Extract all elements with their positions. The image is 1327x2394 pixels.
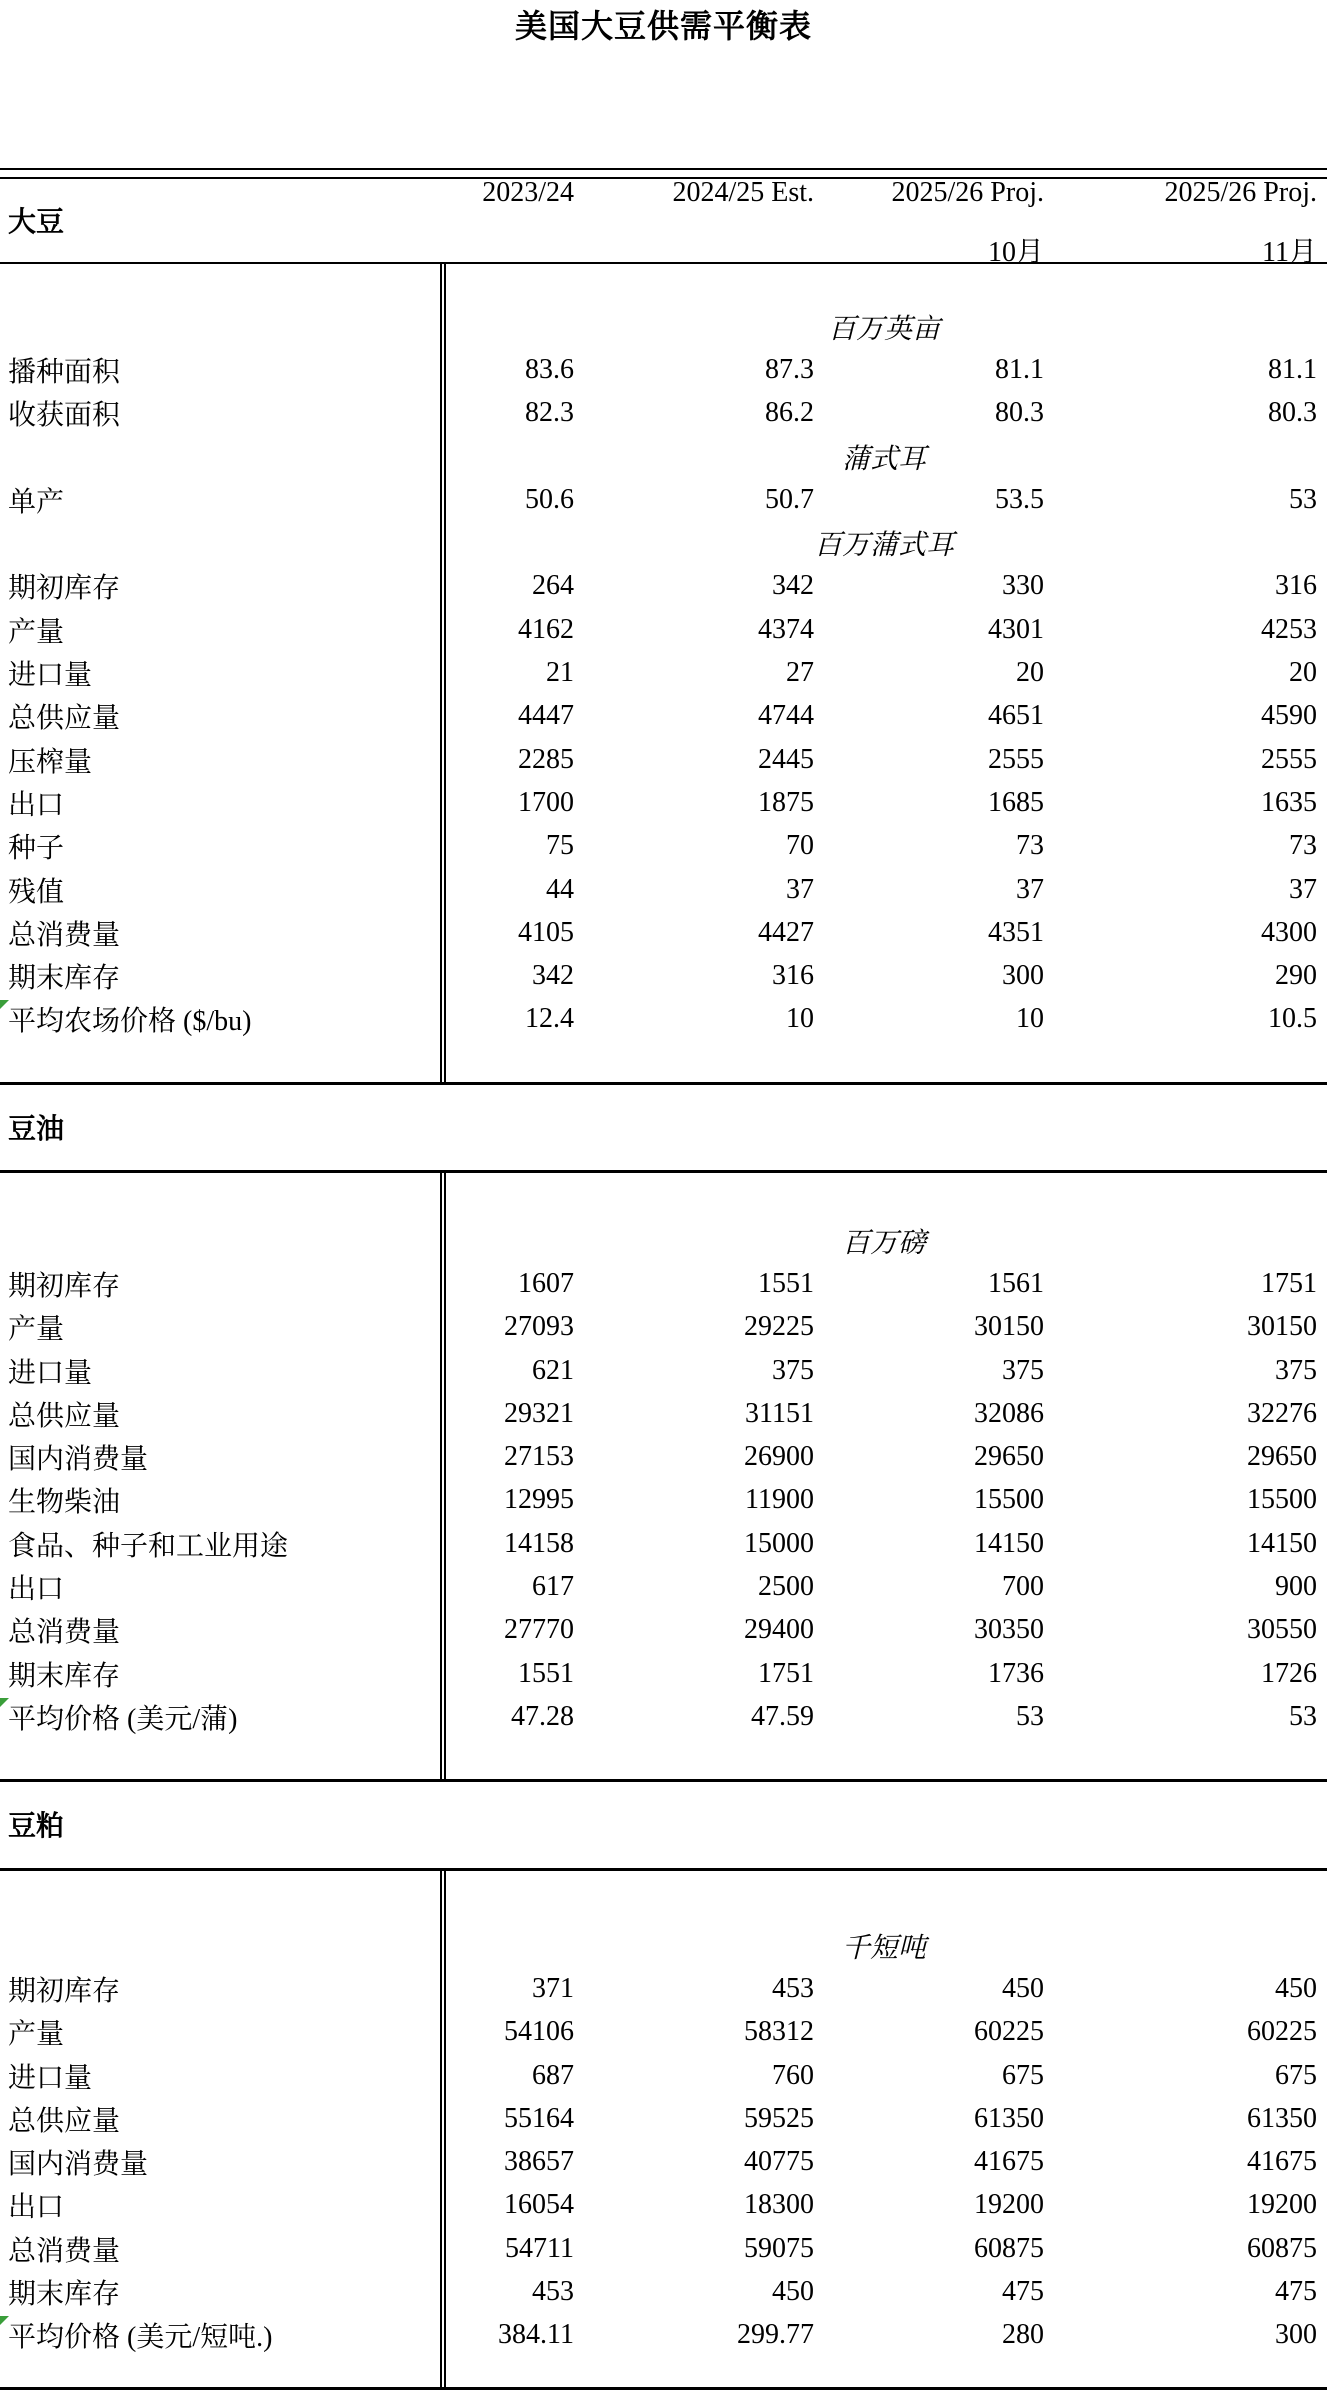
cell-value: 27153 (504, 1441, 574, 1473)
row-label: 出口 (8, 1574, 65, 1606)
cell-value: 20 (1016, 657, 1044, 689)
unit-row (0, 1219, 1327, 1262)
cell-value: 73 (1289, 830, 1317, 862)
row-label: 压榨量 (8, 746, 93, 778)
row-label: 总消费量 (8, 919, 121, 951)
cell-value: 30150 (1247, 1311, 1317, 1343)
cell-value: 20 (1289, 657, 1317, 689)
table-row (0, 1522, 1327, 1565)
row-label: 单产 (8, 486, 65, 518)
table-row (0, 911, 1327, 954)
cell-value: 29650 (1247, 1441, 1317, 1473)
cell-value: 316 (1275, 570, 1317, 602)
section-label-soybean: 大豆 (8, 207, 65, 238)
comment-marker (0, 2316, 9, 2325)
cell-value: 80.3 (995, 397, 1044, 429)
row-label: 总消费量 (8, 1617, 121, 1649)
cell-value: 4427 (758, 916, 814, 948)
month-subheader-row (0, 230, 1327, 268)
cell-value: 700 (1002, 1571, 1044, 1603)
cell-value: 29225 (744, 1311, 814, 1343)
unit-label: 蒲式耳 (841, 443, 926, 475)
cell-value: 21 (546, 657, 574, 689)
cell-value: 1561 (988, 1267, 1044, 1299)
table-row (0, 868, 1327, 911)
cell-value: 342 (532, 960, 574, 992)
cell-value: 12995 (504, 1484, 574, 1516)
section-label-soymeal: 豆粕 (8, 1811, 65, 1842)
row-label: 期初库存 (8, 573, 121, 605)
cell-value: 2555 (988, 743, 1044, 775)
table-row (0, 781, 1327, 824)
table-row (0, 348, 1327, 391)
cell-value: 621 (532, 1354, 574, 1386)
comment-marker (0, 1698, 9, 1707)
cell-value: 900 (1275, 1571, 1317, 1603)
table-row (0, 478, 1327, 521)
table-row (0, 2054, 1327, 2097)
cell-value: 316 (772, 960, 814, 992)
cell-value: 53 (1289, 483, 1317, 515)
section2-bottom-divider (0, 1779, 1327, 1782)
cell-value: 10.5 (1268, 1003, 1317, 1035)
section1-bottom-divider (0, 1082, 1327, 1085)
comment-marker (0, 1000, 9, 1009)
cell-value: 330 (1002, 570, 1044, 602)
table-row (0, 998, 1327, 1041)
cell-value: 29400 (744, 1614, 814, 1646)
unit-label: 百万磅 (841, 1227, 926, 1259)
cell-value: 60225 (974, 2016, 1044, 2048)
table-row (0, 1609, 1327, 1652)
cell-value: 59525 (744, 2102, 814, 2134)
table-row (0, 1349, 1327, 1392)
row-label: 平均价格 (美元/蒲) (0, 1697, 441, 1737)
unit-row (0, 305, 1327, 348)
cell-value: 19200 (1247, 2189, 1317, 2221)
table-row (0, 1262, 1327, 1305)
cell-value: 81.1 (995, 353, 1044, 385)
cell-value: 475 (1002, 2276, 1044, 2308)
cell-value: 14158 (504, 1527, 574, 1559)
cell-value: 1685 (988, 786, 1044, 818)
cell-value: 27093 (504, 1311, 574, 1343)
table-row (0, 1565, 1327, 1608)
cell-value: 4300 (1261, 916, 1317, 948)
unit-label: 百万英亩 (827, 313, 940, 345)
cell-value: 15500 (974, 1484, 1044, 1516)
cell-value: 4351 (988, 916, 1044, 948)
cell-value: 675 (1002, 2059, 1044, 2091)
unit-label: 百万蒲式耳 (813, 530, 954, 562)
cell-value: 29650 (974, 1441, 1044, 1473)
cell-value: 44 (546, 873, 574, 905)
cell-value: 475 (1275, 2276, 1317, 2308)
table-row (0, 2314, 1327, 2357)
cell-value: 60875 (974, 2232, 1044, 2264)
table-row (0, 2270, 1327, 2313)
page-title: 美国大豆供需平衡表 (514, 8, 812, 44)
row-label: 国内消费量 (8, 2149, 149, 2181)
cell-value: 41675 (974, 2146, 1044, 2178)
cell-value: 1551 (518, 1657, 574, 1689)
cell-value: 30550 (1247, 1614, 1317, 1646)
row-label: 产量 (8, 2019, 65, 2051)
cell-value: 300 (1275, 2319, 1317, 2351)
cell-value: 453 (532, 2276, 574, 2308)
row-label: 期末库存 (8, 1660, 121, 1692)
table-row (0, 2184, 1327, 2227)
row-label: 平均农场价格 ($/bu) (0, 999, 441, 1039)
cell-value: 675 (1275, 2059, 1317, 2091)
cell-value: 80.3 (1268, 397, 1317, 429)
cell-value: 31151 (745, 1397, 814, 1429)
cell-value: 37 (1289, 873, 1317, 905)
row-label: 进口量 (8, 1357, 93, 1389)
cell-value: 375 (1275, 1354, 1317, 1386)
row-label: 国内消费量 (8, 1444, 149, 1476)
cell-value: 2555 (1261, 743, 1317, 775)
row-label: 期末库存 (8, 963, 121, 995)
unit-row (0, 435, 1327, 478)
cell-value: 375 (1002, 1354, 1044, 1386)
cell-value: 12.4 (525, 1003, 574, 1035)
cell-value: 290 (1275, 960, 1317, 992)
cell-value: 760 (772, 2059, 814, 2091)
table-row (0, 392, 1327, 435)
row-label: 期初库存 (8, 1270, 121, 1302)
row-label: 平均价格 (美元/短吨.) (0, 2315, 441, 2355)
cell-value: 299.77 (737, 2319, 814, 2351)
cell-value: 27 (786, 657, 814, 689)
cell-value: 60875 (1247, 2232, 1317, 2264)
table-row (0, 1392, 1327, 1435)
table-row (0, 825, 1327, 868)
soyoil-section-rows (0, 1173, 1327, 1779)
cell-value: 75 (546, 830, 574, 862)
cell-value: 30150 (974, 1311, 1044, 1343)
cell-value: 40775 (744, 2146, 814, 2178)
cell-value: 37 (786, 873, 814, 905)
table-row (0, 565, 1327, 608)
year-header: 2025/26 Proj. (891, 177, 1044, 208)
cell-value: 1726 (1261, 1657, 1317, 1689)
year-header: 2024/25 Est. (672, 177, 814, 208)
cell-value: 371 (532, 1972, 574, 2004)
row-label: 产量 (8, 616, 65, 648)
row-label: 残值 (8, 876, 65, 908)
table-row (0, 2227, 1327, 2270)
year-header: 2023/24 (482, 177, 574, 208)
table-row (0, 1695, 1327, 1738)
table-row (0, 2097, 1327, 2140)
cell-value: 47.59 (751, 1700, 814, 1732)
cell-value: 280 (1002, 2319, 1044, 2351)
unit-row (0, 1924, 1327, 1967)
cell-value: 55164 (504, 2102, 574, 2134)
row-label: 总消费量 (8, 2235, 121, 2267)
table-row (0, 651, 1327, 694)
cell-value: 53 (1289, 1700, 1317, 1732)
cell-value: 1700 (518, 786, 574, 818)
cell-value: 86.2 (765, 397, 814, 429)
row-label: 生物柴油 (8, 1487, 121, 1519)
cell-value: 59075 (744, 2232, 814, 2264)
unit-row (0, 521, 1327, 564)
cell-value: 54711 (505, 2232, 574, 2264)
unit-label: 千短吨 (841, 1932, 926, 1964)
row-label: 种子 (8, 833, 65, 865)
cell-value: 4105 (518, 916, 574, 948)
cell-value: 50.7 (765, 483, 814, 515)
section-label-soyoil: 豆油 (8, 1114, 65, 1145)
cell-value: 450 (1275, 1972, 1317, 2004)
cell-value: 2500 (758, 1571, 814, 1603)
table-row (0, 2011, 1327, 2054)
cell-value: 10 (786, 1003, 814, 1035)
table-row (0, 954, 1327, 997)
cell-value: 10 (1016, 1003, 1044, 1035)
year-header: 2025/26 Proj. (1164, 177, 1317, 208)
cell-value: 70 (786, 830, 814, 862)
cell-value: 38657 (504, 2146, 574, 2178)
row-label: 出口 (8, 2192, 65, 2224)
cell-value: 342 (772, 570, 814, 602)
cell-value: 61350 (974, 2102, 1044, 2134)
table-row (0, 695, 1327, 738)
row-label: 总供应量 (8, 2105, 121, 2137)
cell-value: 4374 (758, 613, 814, 645)
row-label: 总供应量 (8, 703, 121, 735)
table-row (0, 1435, 1327, 1478)
table-row (0, 608, 1327, 651)
cell-value: 37 (1016, 873, 1044, 905)
cell-value: 82.3 (525, 397, 574, 429)
cell-value: 4744 (758, 700, 814, 732)
cell-value: 53 (1016, 1700, 1044, 1732)
cell-value: 264 (532, 570, 574, 602)
cell-value: 2285 (518, 743, 574, 775)
cell-value: 26900 (744, 1441, 814, 1473)
cell-value: 384.11 (498, 2319, 574, 2351)
row-label: 播种面积 (8, 356, 121, 388)
cell-value: 450 (1002, 1972, 1044, 2004)
cell-value: 32086 (974, 1397, 1044, 1429)
year-header-row (0, 176, 1327, 210)
cell-value: 83.6 (525, 353, 574, 385)
cell-value: 18300 (744, 2189, 814, 2221)
cell-value: 4301 (988, 613, 1044, 645)
cell-value: 87.3 (765, 353, 814, 385)
cell-value: 450 (772, 2276, 814, 2308)
cell-value: 29321 (504, 1397, 574, 1429)
row-label: 进口量 (8, 660, 93, 692)
month-subheader: 11月 (1262, 237, 1317, 268)
cell-value: 60225 (1247, 2016, 1317, 2048)
table-row (0, 1479, 1327, 1522)
soybean-section-rows (0, 264, 1327, 1082)
row-label: 产量 (8, 1314, 65, 1346)
cell-value: 47.28 (511, 1700, 574, 1732)
cell-value: 81.1 (1268, 353, 1317, 385)
cell-value: 30350 (974, 1614, 1044, 1646)
cell-value: 16054 (504, 2189, 574, 2221)
row-label: 期初库存 (8, 1975, 121, 2007)
cell-value: 53.5 (995, 483, 1044, 515)
cell-value: 300 (1002, 960, 1044, 992)
cell-value: 14150 (1247, 1527, 1317, 1559)
table-row (0, 1967, 1327, 2010)
cell-value: 15500 (1247, 1484, 1317, 1516)
row-label: 收获面积 (8, 400, 121, 432)
cell-value: 58312 (744, 2016, 814, 2048)
cell-value: 1751 (758, 1657, 814, 1689)
cell-value: 687 (532, 2059, 574, 2091)
table-row (0, 1306, 1327, 1349)
cell-value: 453 (772, 1972, 814, 2004)
cell-value: 2445 (758, 743, 814, 775)
cell-value: 1751 (1261, 1267, 1317, 1299)
table-bottom-border (0, 2387, 1327, 2390)
row-label: 食品、种子和工业用途 (8, 1530, 289, 1562)
cell-value: 14150 (974, 1527, 1044, 1559)
cell-value: 54106 (504, 2016, 574, 2048)
cell-value: 4447 (518, 700, 574, 732)
table-row (0, 1652, 1327, 1695)
cell-value: 27770 (504, 1614, 574, 1646)
cell-value: 4162 (518, 613, 574, 645)
cell-value: 617 (532, 1571, 574, 1603)
row-label: 总供应量 (8, 1400, 121, 1432)
table-row (0, 738, 1327, 781)
cell-value: 1635 (1261, 786, 1317, 818)
row-label: 进口量 (8, 2062, 93, 2094)
cell-value: 4253 (1261, 613, 1317, 645)
cell-value: 41675 (1247, 2146, 1317, 2178)
cell-value: 32276 (1247, 1397, 1317, 1429)
cell-value: 1551 (758, 1267, 814, 1299)
table-row (0, 2140, 1327, 2183)
cell-value: 73 (1016, 830, 1044, 862)
cell-value: 15000 (744, 1527, 814, 1559)
cell-value: 375 (772, 1354, 814, 1386)
cell-value: 4590 (1261, 700, 1317, 732)
soymeal-section-rows (0, 1871, 1327, 2387)
cell-value: 1736 (988, 1657, 1044, 1689)
cell-value: 11900 (745, 1484, 814, 1516)
cell-value: 50.6 (525, 483, 574, 515)
month-subheader: 10月 (987, 237, 1044, 268)
row-label: 出口 (8, 789, 65, 821)
cell-value: 61350 (1247, 2102, 1317, 2134)
row-label: 期末库存 (8, 2279, 121, 2311)
cell-value: 1875 (758, 786, 814, 818)
cell-value: 19200 (974, 2189, 1044, 2221)
cell-value: 4651 (988, 700, 1044, 732)
cell-value: 1607 (518, 1267, 574, 1299)
